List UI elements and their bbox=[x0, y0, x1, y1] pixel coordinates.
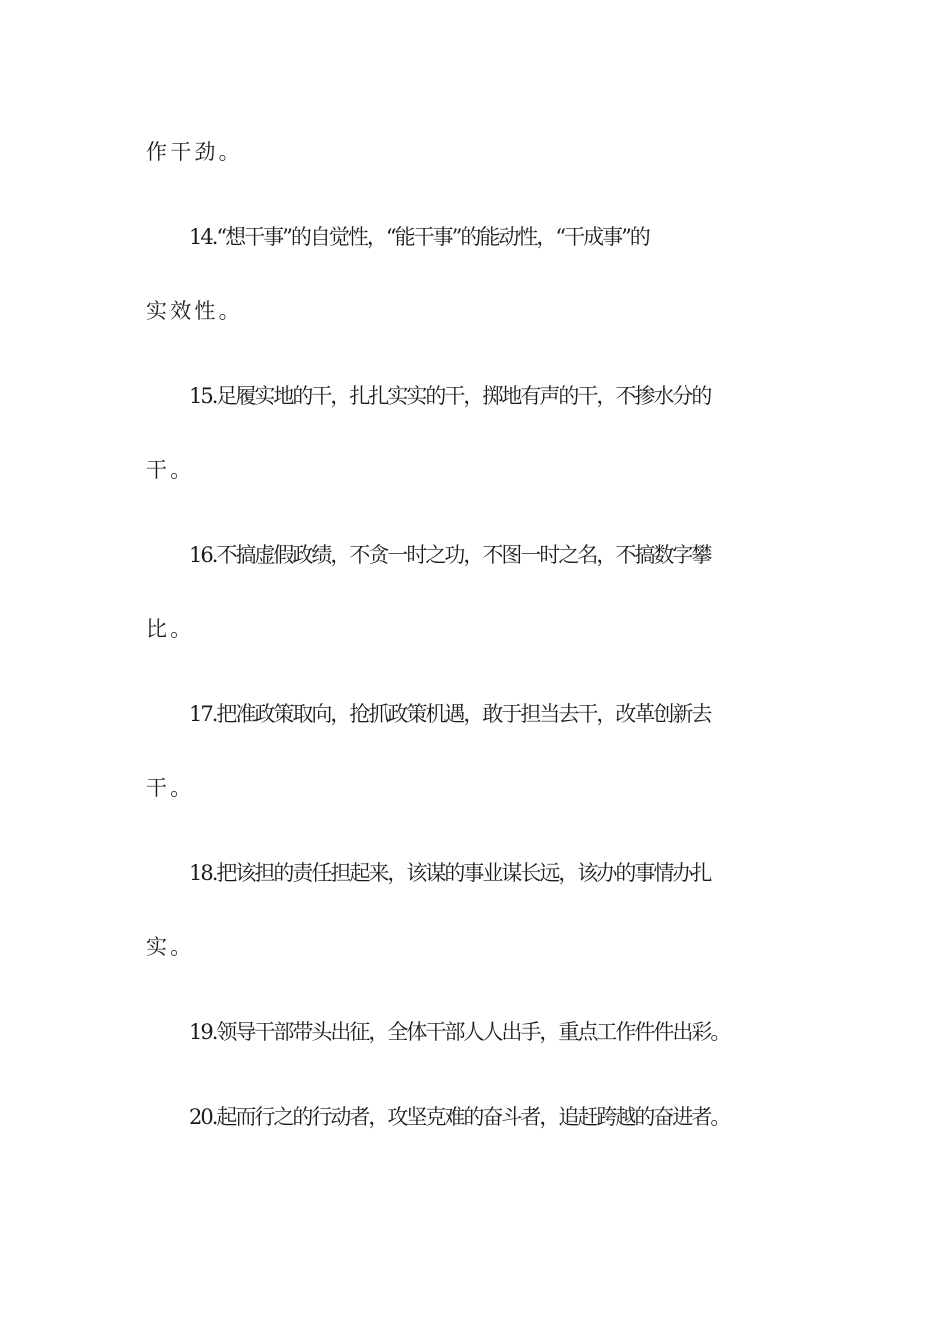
paragraph-14-line-2: 实效性。 bbox=[146, 299, 243, 323]
paragraph-17-line-1: 17.把准政策取向，抢抓政策机遇，敢于担当去干，改革创新去 bbox=[189, 702, 711, 726]
paragraph-16-line-2: 比。 bbox=[146, 617, 195, 641]
paragraph-19-line-1: 19.领导干部带头出征，全体干部人人出手，重点工作件件出彩。 bbox=[189, 1020, 730, 1044]
paragraph-13-line-2: 作干劲。 bbox=[146, 140, 243, 164]
paragraph-15-line-1: 15.足履实地的干，扎扎实实的干，掷地有声的干，不掺水分的 bbox=[189, 384, 711, 408]
paragraph-18-line-1: 18.把该担的责任担起来，该谋的事业谋长远，该办的事情办扎 bbox=[189, 861, 711, 885]
paragraph-18-line-2: 实。 bbox=[146, 935, 195, 959]
paragraph-14-line-1: 14.“想干事”的自觉性，“能干事”的能动性，“干成事”的 bbox=[189, 225, 649, 249]
paragraph-20-line-1: 20.起而行之的行动者，攻坚克难的奋斗者，追赶跨越的奋进者。 bbox=[189, 1105, 730, 1129]
paragraph-17-line-2: 干。 bbox=[146, 776, 195, 800]
paragraph-16-line-1: 16.不搞虚假政绩，不贪一时之功，不图一时之名，不搞数字攀 bbox=[189, 543, 711, 567]
paragraph-15-line-2: 干。 bbox=[146, 458, 195, 482]
